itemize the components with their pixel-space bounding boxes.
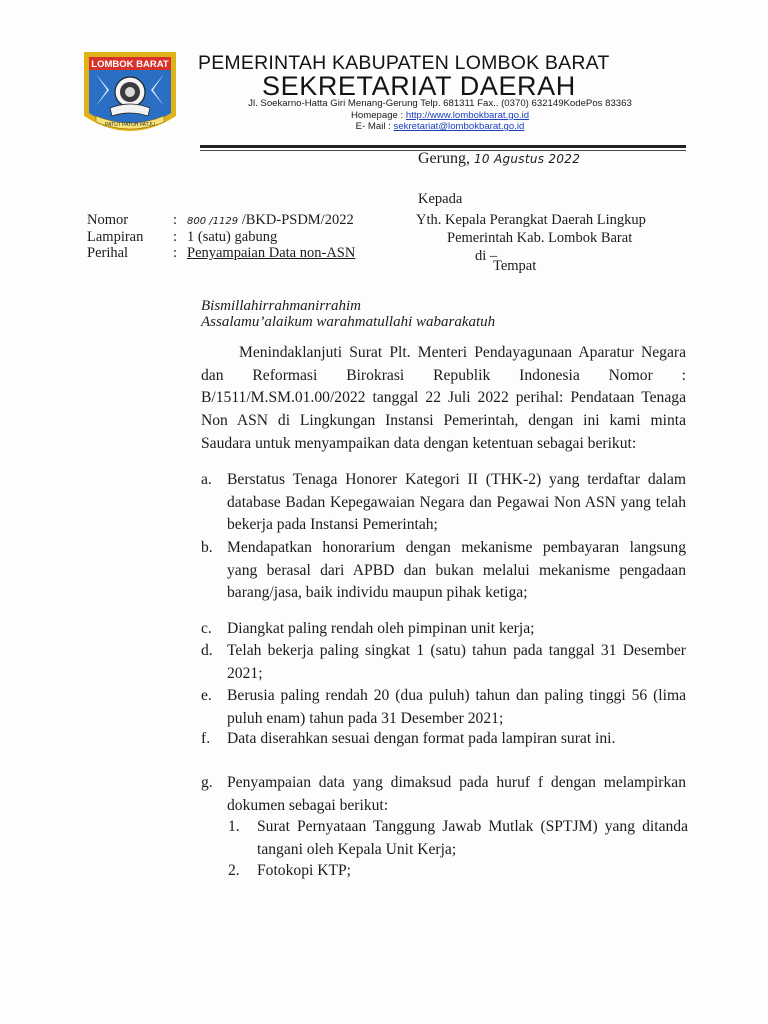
list-item-e (201, 685, 686, 730)
letterhead-address: Jl. Soekarno-Hatta Giri Menang-Gerung Telp. 681311 Fax.. (0370) 632149KodePos 83363 (248, 98, 632, 109)
letterhead-office: SEKRETARIAT DAERAH (262, 71, 576, 101)
nomor-value: /BKD-PSDM/2022 (238, 212, 354, 228)
homepage-link[interactable]: http://www.lombokbarat.go.id (405, 110, 530, 121)
logo-motto: PATUT PATUH PATJU (105, 122, 155, 128)
item-text: Berusia paling rendah 20 (dua puluh) tahun dan paling tinggi 56 (lima puluh enam) tahun pada 31 Desember 2021; (227, 687, 686, 727)
item-text: Telah bekerja paling singkat 1 (satu) tahun pada tanggal 31 Desember 2021; (227, 642, 686, 682)
item-text: Berstatus Tenaga Honorer Kategori II (THK-2) yang terdaftar dalam database Badan Kepegawaian Negara dan Pegawai Non ASN yang telah bekerja pada Instansi Pemerintah; (227, 471, 686, 534)
item-text: Mendapatkan honorarium dengan mekanisme pembayaran langsung yang berasal dari APBD dan bukan melalui mekanisme pengadaan barang/jasa, baik individu maupun pihak ketiga; (227, 539, 686, 602)
meta-nomor (87, 212, 354, 229)
body-intro (201, 342, 686, 456)
nomor-handwritten: 800 /1129 (187, 216, 239, 227)
list-item-b (201, 537, 686, 605)
item-marker: f. (201, 730, 211, 747)
addressee-line1: Yth. Kepala Perangkat Daerah Lingkup (416, 212, 646, 228)
item-marker: e. (201, 687, 212, 704)
letterhead-homepage (220, 110, 660, 121)
email-link[interactable]: sekretariat@lombokbarat.go.id (393, 121, 525, 132)
perihal-value: Penyampaian Data non-ASN (187, 245, 356, 261)
addressee-kepada: Kepada (418, 191, 463, 207)
item-marker: g. (201, 774, 213, 791)
addressee-line4: Tempat (493, 258, 537, 274)
item-marker: a. (201, 471, 212, 488)
perihal-colon: : (173, 245, 178, 261)
nomor-label: Nomor (87, 212, 129, 228)
item-marker: d. (201, 642, 213, 659)
letterhead-government: PEMERINTAH KABUPATEN LOMBOK BARAT (198, 52, 610, 74)
logo-label: LOMBOK BARAT (91, 59, 169, 70)
item-marker: b. (201, 539, 213, 556)
lampiran-value: 1 (satu) gabung (187, 229, 278, 245)
list-item-f (201, 728, 686, 751)
subitem-text: Surat Pernyataan Tanggung Jawab Mutlak (SPTJM) yang ditanda tangani oleh Kepala Unit Kerja; (257, 818, 688, 858)
meta-lampiran (87, 229, 277, 246)
lampiran-label: Lampiran (87, 229, 144, 245)
date-place: Gerung, (418, 150, 474, 167)
lombok-barat-logo-icon (82, 50, 178, 140)
subitem-marker: 2. (228, 862, 240, 879)
meta-perihal (87, 245, 355, 262)
perihal-label: Perihal (87, 245, 129, 261)
list-item-d (201, 640, 686, 685)
lampiran-colon: : (173, 229, 178, 245)
homepage-label: Homepage : (350, 110, 406, 121)
addressee-line2: Pemerintah Kab. Lombok Barat (447, 230, 633, 246)
greeting-salam: Assalamu’alaikum warahmatullahi wabarakatuh (201, 314, 496, 330)
nomor-colon: : (173, 212, 178, 228)
greeting-bismillah: Bismillahirrahmanirrahim (201, 298, 362, 314)
item-text: Diangkat paling rendah oleh pimpinan unit kerja; (227, 620, 535, 637)
subitem-text: Fotokopi KTP; (257, 862, 352, 879)
email-label: E- Mail : (355, 121, 394, 132)
list-item-g (201, 772, 686, 817)
sub-list-item-2 (228, 860, 688, 883)
letterhead-divider-thick (200, 145, 686, 148)
letterhead-email (220, 121, 660, 132)
list-item-a (201, 469, 686, 537)
item-text: Penyampaian data yang dimaksud pada huruf f dengan melampirkan dokumen sebagai berikut: (227, 774, 686, 814)
item-marker: c. (201, 620, 212, 637)
date-handwritten: 10 Agustus 2022 (473, 152, 581, 166)
intro-text: Menindaklanjuti Surat Plt. Menteri Pendayagunaan Aparatur Negara dan Reformasi Birokrasi Republik Indonesia Nomor : B/1511/M.SM.01.00/2022 tanggal 22 Juli 2022 perihal: Pendataan Tenaga Non ASN di Lingkungan Instansi Pemerintah, dengan ini kami minta Saudara untuk menyampaikan data dengan ketentuan sebagai berikut: (201, 344, 686, 452)
sub-list-item-1 (228, 816, 688, 861)
item-text: Data diserahkan sesuai dengan format pada lampiran surat ini. (227, 730, 616, 747)
letter-date (418, 150, 580, 168)
subitem-marker: 1. (228, 818, 240, 835)
addressee-line3: di – (475, 248, 498, 264)
list-item-c (201, 618, 686, 641)
